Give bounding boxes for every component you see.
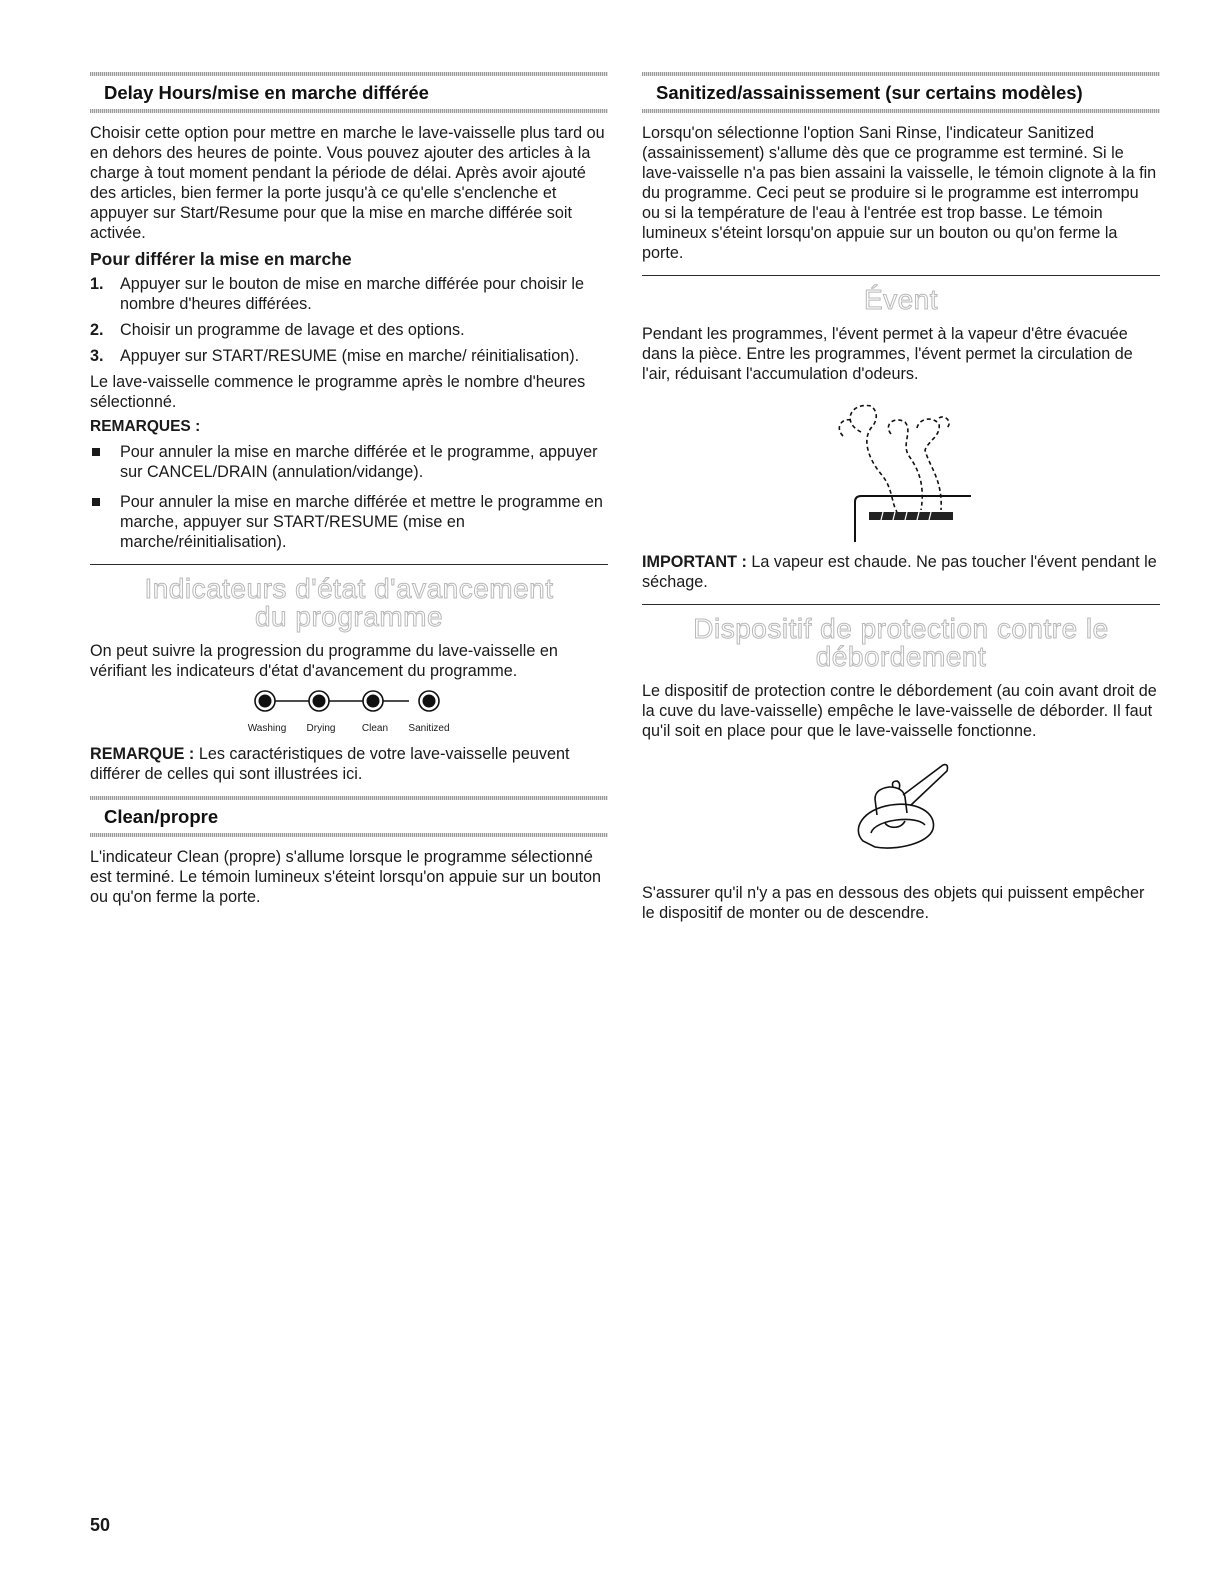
delay-steps-list [90, 274, 608, 366]
label-drying: Drying [306, 723, 336, 734]
vent-figure [642, 392, 1160, 542]
vent-text: Pendant les programmes, l'évent permet à la vapeur d'être évacuée dans la pièce. Entre les programmes, l'évent permet la circulation de l'air, réduisant l'accumulation d'odeurs. [642, 325, 1133, 383]
delay-step-2: 2. Choisir un programme de lavage et des options. [90, 321, 465, 339]
vent-title: Évent [863, 284, 939, 315]
clean-heading: Clean/propre [104, 806, 219, 827]
label-clean: Clean [361, 723, 389, 734]
clean-text: L'indicateur Clean (propre) s'allume lorsque le programme sélectionné est terminé. Le témoin lumineux s'éteint lorsqu'on appuie sur un bouton ou qu'on ferme la porte. [90, 848, 601, 906]
page-number: 50 [90, 1515, 111, 1535]
bullet-square-icon [92, 498, 100, 506]
delay-notes-label: REMARQUES : [90, 418, 201, 435]
overflow-figure [642, 759, 1160, 859]
clean-light-icon [363, 691, 383, 711]
status-indicator-lights [239, 687, 459, 715]
overflow-text: Le dispositif de protection contre le débordement (au coin avant droit de la cuve du lave-vaisselle) empêche le lave-vaisselle de déborder. Il faut qu'il soit en place pour que le lave-vaisselle fonctionne. [642, 682, 1157, 740]
indicator-labels [90, 723, 608, 734]
right-column [642, 72, 1160, 929]
label-washing: Washing [247, 723, 287, 734]
overflow-title: Dispositif de protection contre le débordement [693, 613, 1109, 672]
indicators-text: On peut suivre la progression du programme du lave-vaisselle en vérifiant les indicateurs d'état d'avancement du programme. [90, 642, 558, 680]
left-column [90, 72, 608, 913]
delay-after-steps: Le lave-vaisselle commence le programme après le nombre d'heures sélectionné. [90, 373, 586, 411]
clean-header [90, 796, 608, 837]
delay-hours-intro: Choisir cette option pour mettre en marche le lave-vaisselle plus tard ou en dehors des heures de pointe. Vous pouvez ajouter des articles à la charge à tout moment pendant la période de délai. Après avoir ajouté des articles, bien fermer la porte jusqu'à ce qu'elle s'enclenche et appuyer sur Start/Resume pour que la mise en marche différée soit activée. [90, 124, 605, 242]
delay-notes-list [90, 442, 608, 552]
label-sanitized: Sanitized [408, 723, 450, 734]
vent-important: IMPORTANT : La vapeur est chaude. Ne pas toucher l'évent pendant le séchage. [642, 553, 1157, 591]
delay-step-3: 3. Appuyer sur START/RESUME (mise en marche/ réinitialisation). [90, 347, 580, 365]
delay-hours-header [90, 72, 608, 113]
section-divider [642, 275, 1160, 276]
drying-light-icon [309, 691, 329, 711]
status-indicators-figure [90, 687, 608, 734]
delay-steps-heading: Pour différer la mise en marche [90, 249, 352, 269]
overflow-float-illustration [841, 759, 961, 859]
indicators-title: Indicateurs d'état d'avancement du programme [144, 573, 554, 632]
indicators-note: REMARQUE : Les caractéristiques de votre lave-vaisselle peuvent différer de celles qui sont illustrées ici. [90, 745, 570, 783]
washing-light-icon [255, 691, 275, 711]
sanitized-light-icon [419, 691, 439, 711]
delay-note-1: Pour annuler la mise en marche différée et le programme, appuyer sur CANCEL/DRAIN (annulation/vidange). [90, 442, 608, 482]
sanitized-heading: Sanitized/assainissement (sur certains modèles) [656, 82, 1083, 103]
sanitized-text: Lorsqu'on sélectionne l'option Sani Rinse, l'indicateur Sanitized (assainissement) s'allume dès que ce programme est terminé. Si le lave-vaisselle n'a pas bien assaini la vaisselle, le témoin clignote à la fin du programme. Ceci peut se produire si le programme est interrompu ou si la température de l'eau à l'entrée est trop basse. Le témoin lumineux s'éteint lorsqu'on appuie sur un bouton ou qu'on ferme la porte. [642, 124, 1157, 262]
steam-vent-illustration [821, 392, 981, 542]
sanitized-header [642, 72, 1160, 113]
section-divider [90, 564, 608, 565]
overflow-after-text: S'assurer qu'il n'y a pas en dessous des objets qui puissent empêcher le dispositif de monter ou de descendre. [642, 884, 1145, 922]
section-divider [642, 604, 1160, 605]
delay-hours-heading: Delay Hours/mise en marche différée [104, 82, 429, 103]
delay-note-2: Pour annuler la mise en marche différée et mettre le programme en marche, appuyer sur START/RESUME (mise en marche/réinitialisation). [90, 492, 608, 552]
bullet-square-icon [92, 448, 100, 456]
delay-step-1: 1. Appuyer sur le bouton de mise en marche différée pour choisir le nombre d'heures différées. [90, 275, 584, 313]
